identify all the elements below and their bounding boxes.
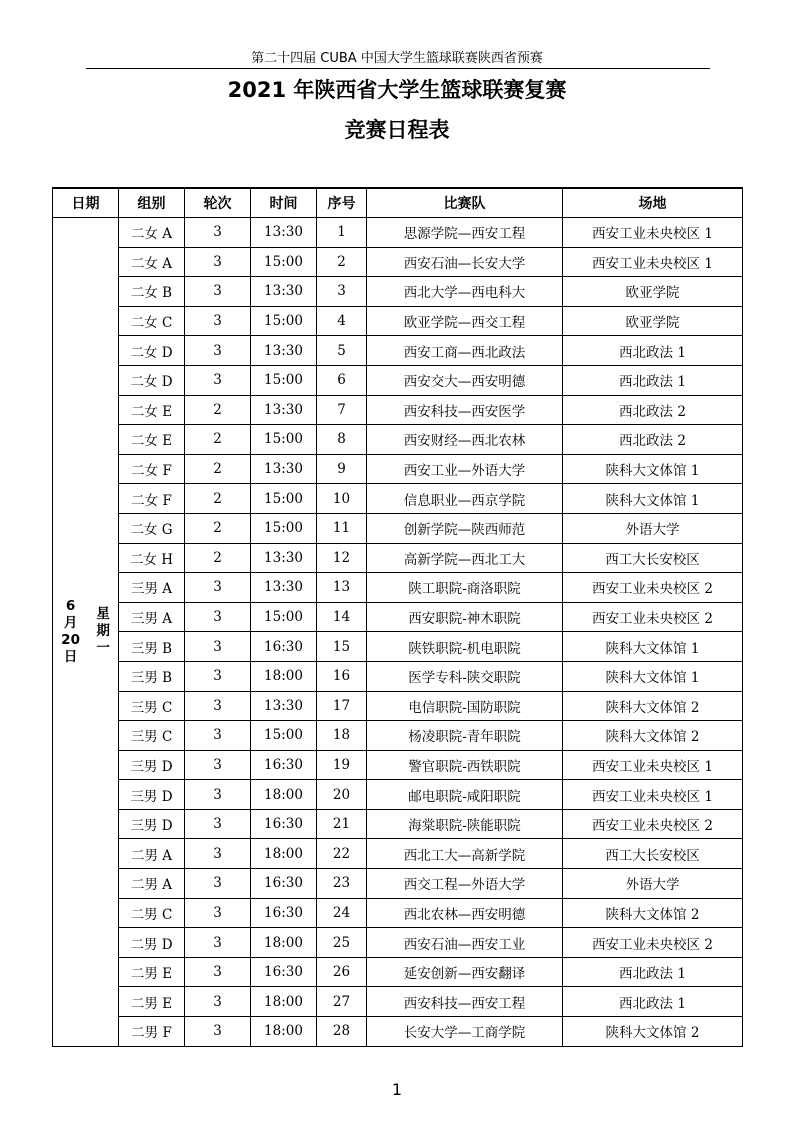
cell-round: 3 <box>185 750 251 780</box>
cell-number: 1 <box>317 218 367 248</box>
cell-venue: 陕科大文体馆 2 <box>563 1017 743 1047</box>
cell-time: 15:00 <box>251 247 317 277</box>
cell-round: 3 <box>185 928 251 958</box>
cell-group: 二男 F <box>119 1017 185 1047</box>
cell-number: 25 <box>317 928 367 958</box>
cell-number: 24 <box>317 898 367 928</box>
cell-time: 15:00 <box>251 602 317 632</box>
cell-round: 3 <box>185 277 251 307</box>
cell-group: 二男 A <box>119 869 185 899</box>
cell-group: 二男 E <box>119 987 185 1017</box>
cell-time: 18:00 <box>251 661 317 691</box>
schedule-table <box>52 187 743 1047</box>
date-char: 6 <box>65 597 76 614</box>
table-row <box>53 543 743 573</box>
cell-round: 3 <box>185 365 251 395</box>
cell-time: 18:00 <box>251 839 317 869</box>
cell-venue: 西安工业未央校区 2 <box>563 928 743 958</box>
cell-time: 16:30 <box>251 898 317 928</box>
cell-group: 三男 D <box>119 750 185 780</box>
cell-venue: 陕科大文体馆 2 <box>563 691 743 721</box>
cell-time: 16:30 <box>251 957 317 987</box>
cell-group: 二男 A <box>119 839 185 869</box>
cell-round: 2 <box>185 395 251 425</box>
cell-time: 15:00 <box>251 484 317 514</box>
cell-group: 三男 B <box>119 632 185 662</box>
cell-group: 二女 A <box>119 247 185 277</box>
cell-group: 三男 C <box>119 721 185 751</box>
cell-venue: 西北政法 2 <box>563 395 743 425</box>
cell-number: 20 <box>317 780 367 810</box>
cell-round: 3 <box>185 898 251 928</box>
table-row <box>53 632 743 662</box>
cell-group: 三男 C <box>119 691 185 721</box>
cell-round: 3 <box>185 602 251 632</box>
cell-venue: 西安工业未央校区 1 <box>563 780 743 810</box>
cell-round: 3 <box>185 306 251 336</box>
date-char: 日 <box>63 648 78 665</box>
cell-match: 西安石油—西安工业 <box>367 928 563 958</box>
cell-time: 18:00 <box>251 1017 317 1047</box>
cell-match: 延安创新—西安翻译 <box>367 957 563 987</box>
cell-time: 13:30 <box>251 543 317 573</box>
cell-time: 13:30 <box>251 395 317 425</box>
cell-number: 15 <box>317 632 367 662</box>
cell-match: 长安大学—工商学院 <box>367 1017 563 1047</box>
cell-venue: 陕科大文体馆 1 <box>563 484 743 514</box>
cell-group: 二女 F <box>119 454 185 484</box>
cell-group: 二女 A <box>119 218 185 248</box>
cell-match: 欧亚学院—西交工程 <box>367 306 563 336</box>
table-row <box>53 987 743 1017</box>
col-header-round: 轮次 <box>185 188 251 218</box>
col-header-match: 比赛队 <box>367 188 563 218</box>
cell-number: 26 <box>317 957 367 987</box>
table-row <box>53 721 743 751</box>
cell-match: 西安交大—西安明德 <box>367 365 563 395</box>
cell-time: 18:00 <box>251 987 317 1017</box>
date-char: 期 <box>96 623 110 640</box>
cell-match: 西安职院-神木职院 <box>367 602 563 632</box>
cell-time: 16:30 <box>251 750 317 780</box>
cell-round: 3 <box>185 573 251 603</box>
table-row <box>53 957 743 987</box>
cell-group: 二女 E <box>119 395 185 425</box>
cell-time: 13:30 <box>251 277 317 307</box>
cell-time: 13:30 <box>251 573 317 603</box>
cell-venue: 欧亚学院 <box>563 277 743 307</box>
cell-group: 二女 E <box>119 425 185 455</box>
table-row <box>53 573 743 603</box>
cell-match: 陕工职院-商洛职院 <box>367 573 563 603</box>
cell-venue: 外语大学 <box>563 513 743 543</box>
cell-group: 二男 E <box>119 957 185 987</box>
table-row <box>53 839 743 869</box>
cell-group: 二女 D <box>119 336 185 366</box>
cell-time: 15:00 <box>251 306 317 336</box>
cell-match: 西安财经—西北农林 <box>367 425 563 455</box>
cell-venue: 西安工业未央校区 2 <box>563 809 743 839</box>
table-row <box>53 661 743 691</box>
table-row <box>53 218 743 248</box>
cell-group: 三男 D <box>119 780 185 810</box>
date-weekday <box>96 606 110 657</box>
cell-number: 6 <box>317 365 367 395</box>
cell-round: 3 <box>185 247 251 277</box>
date-month-day <box>61 598 80 666</box>
cell-group: 二女 H <box>119 543 185 573</box>
table-header-row <box>53 188 743 218</box>
cell-round: 3 <box>185 869 251 899</box>
cell-round: 3 <box>185 780 251 810</box>
cell-group: 二男 C <box>119 898 185 928</box>
cell-number: 19 <box>317 750 367 780</box>
cell-venue: 陕科大文体馆 1 <box>563 632 743 662</box>
cell-number: 4 <box>317 306 367 336</box>
cell-group: 二女 B <box>119 277 185 307</box>
cell-match: 西安科技—西安医学 <box>367 395 563 425</box>
cell-venue: 西安工业未央校区 1 <box>563 218 743 248</box>
col-header-number: 序号 <box>317 188 367 218</box>
cell-match: 西北工大—高新学院 <box>367 839 563 869</box>
table-row <box>53 336 743 366</box>
cell-venue: 陕科大文体馆 1 <box>563 454 743 484</box>
cell-match: 西北大学—西电科大 <box>367 277 563 307</box>
cell-round: 3 <box>185 218 251 248</box>
cell-group: 二男 D <box>119 928 185 958</box>
cell-time: 13:30 <box>251 336 317 366</box>
cell-time: 13:30 <box>251 691 317 721</box>
cell-time: 18:00 <box>251 928 317 958</box>
date-char: 一 <box>96 640 110 657</box>
cell-venue: 西安工业未央校区 2 <box>563 602 743 632</box>
cell-venue: 西安工业未央校区 1 <box>563 750 743 780</box>
date-char: 20 <box>61 631 80 648</box>
cell-round: 3 <box>185 691 251 721</box>
cell-number: 8 <box>317 425 367 455</box>
col-header-group: 组别 <box>119 188 185 218</box>
page-title: 2021 年陕西省大学生篮球联赛复赛 <box>227 78 567 102</box>
cell-number: 9 <box>317 454 367 484</box>
cell-venue: 西工大长安校区 <box>563 543 743 573</box>
date-char: 月 <box>63 614 78 631</box>
cell-venue: 西北政法 2 <box>563 425 743 455</box>
table-row <box>53 306 743 336</box>
table-row <box>53 928 743 958</box>
table-row <box>53 691 743 721</box>
cell-number: 16 <box>317 661 367 691</box>
cell-match: 思源学院—西安工程 <box>367 218 563 248</box>
cell-round: 2 <box>185 484 251 514</box>
document-header: 第二十四届 CUBA 中国大学生篮球联赛陕西省预赛 <box>251 51 543 66</box>
page-subtitle: 竞赛日程表 <box>344 118 450 142</box>
page-number: 1 <box>391 1080 403 1099</box>
cell-match: 邮电职院-咸阳职院 <box>367 780 563 810</box>
cell-match: 信息职业—西京学院 <box>367 484 563 514</box>
cell-match: 电信职院-国防职院 <box>367 691 563 721</box>
cell-number: 7 <box>317 395 367 425</box>
cell-round: 3 <box>185 987 251 1017</box>
col-header-venue: 场地 <box>563 188 743 218</box>
cell-time: 18:00 <box>251 780 317 810</box>
table-row <box>53 513 743 543</box>
cell-venue: 陕科大文体馆 2 <box>563 721 743 751</box>
cell-number: 23 <box>317 869 367 899</box>
cell-group: 三男 A <box>119 602 185 632</box>
cell-number: 12 <box>317 543 367 573</box>
header-rule <box>86 68 710 69</box>
table-row <box>53 395 743 425</box>
table-row <box>53 365 743 395</box>
cell-venue: 西北政法 1 <box>563 957 743 987</box>
cell-match: 陕铁职院-机电职院 <box>367 632 563 662</box>
col-header-date: 日期 <box>53 188 119 218</box>
cell-number: 14 <box>317 602 367 632</box>
cell-match: 西安工商—西北政法 <box>367 336 563 366</box>
cell-match: 医学专科-陕交职院 <box>367 661 563 691</box>
date-cell <box>53 218 119 1047</box>
cell-venue: 陕科大文体馆 1 <box>563 661 743 691</box>
cell-group: 二女 C <box>119 306 185 336</box>
table-row <box>53 484 743 514</box>
cell-round: 3 <box>185 721 251 751</box>
cell-round: 3 <box>185 839 251 869</box>
cell-venue: 西工大长安校区 <box>563 839 743 869</box>
cell-number: 2 <box>317 247 367 277</box>
table-row <box>53 809 743 839</box>
cell-number: 17 <box>317 691 367 721</box>
cell-match: 西北农林—西安明德 <box>367 898 563 928</box>
cell-group: 二女 G <box>119 513 185 543</box>
cell-round: 2 <box>185 543 251 573</box>
cell-venue: 西北政法 1 <box>563 336 743 366</box>
cell-round: 2 <box>185 513 251 543</box>
cell-number: 11 <box>317 513 367 543</box>
cell-match: 创新学院—陕西师范 <box>367 513 563 543</box>
cell-match: 西交工程—外语大学 <box>367 869 563 899</box>
cell-match: 西安工业—外语大学 <box>367 454 563 484</box>
cell-time: 16:30 <box>251 809 317 839</box>
cell-number: 5 <box>317 336 367 366</box>
cell-round: 2 <box>185 425 251 455</box>
cell-number: 22 <box>317 839 367 869</box>
table-row <box>53 277 743 307</box>
table-body <box>53 218 743 1047</box>
cell-match: 警官职院-西铁职院 <box>367 750 563 780</box>
cell-time: 13:30 <box>251 454 317 484</box>
cell-number: 21 <box>317 809 367 839</box>
table-row <box>53 1017 743 1047</box>
table-row <box>53 780 743 810</box>
cell-time: 13:30 <box>251 218 317 248</box>
cell-match: 海棠职院-陕能职院 <box>367 809 563 839</box>
cell-time: 15:00 <box>251 365 317 395</box>
date-char: 星 <box>96 606 110 623</box>
cell-time: 16:30 <box>251 869 317 899</box>
cell-number: 10 <box>317 484 367 514</box>
cell-number: 28 <box>317 1017 367 1047</box>
table-row <box>53 869 743 899</box>
table-row <box>53 602 743 632</box>
table-row <box>53 898 743 928</box>
col-header-time: 时间 <box>251 188 317 218</box>
cell-match: 高新学院—西北工大 <box>367 543 563 573</box>
cell-venue: 外语大学 <box>563 869 743 899</box>
cell-venue: 西北政法 1 <box>563 365 743 395</box>
table-row <box>53 750 743 780</box>
cell-match: 杨凌职院-青年职院 <box>367 721 563 751</box>
cell-round: 3 <box>185 1017 251 1047</box>
cell-venue: 陕科大文体馆 2 <box>563 898 743 928</box>
cell-match: 西安科技—西安工程 <box>367 987 563 1017</box>
cell-time: 16:30 <box>251 632 317 662</box>
cell-group: 三男 B <box>119 661 185 691</box>
cell-group: 二女 F <box>119 484 185 514</box>
cell-venue: 欧亚学院 <box>563 306 743 336</box>
cell-time: 15:00 <box>251 721 317 751</box>
table-row <box>53 247 743 277</box>
cell-group: 二女 D <box>119 365 185 395</box>
cell-time: 15:00 <box>251 425 317 455</box>
cell-venue: 西安工业未央校区 1 <box>563 247 743 277</box>
cell-number: 3 <box>317 277 367 307</box>
cell-venue: 西安工业未央校区 2 <box>563 573 743 603</box>
cell-match: 西安石油—长安大学 <box>367 247 563 277</box>
cell-round: 3 <box>185 661 251 691</box>
cell-round: 3 <box>185 809 251 839</box>
cell-round: 3 <box>185 336 251 366</box>
cell-round: 3 <box>185 957 251 987</box>
cell-group: 三男 A <box>119 573 185 603</box>
cell-group: 三男 D <box>119 809 185 839</box>
cell-venue: 西北政法 1 <box>563 987 743 1017</box>
cell-round: 3 <box>185 632 251 662</box>
table-row <box>53 425 743 455</box>
cell-number: 18 <box>317 721 367 751</box>
cell-number: 13 <box>317 573 367 603</box>
cell-time: 15:00 <box>251 513 317 543</box>
table-row <box>53 454 743 484</box>
cell-round: 2 <box>185 454 251 484</box>
cell-number: 27 <box>317 987 367 1017</box>
